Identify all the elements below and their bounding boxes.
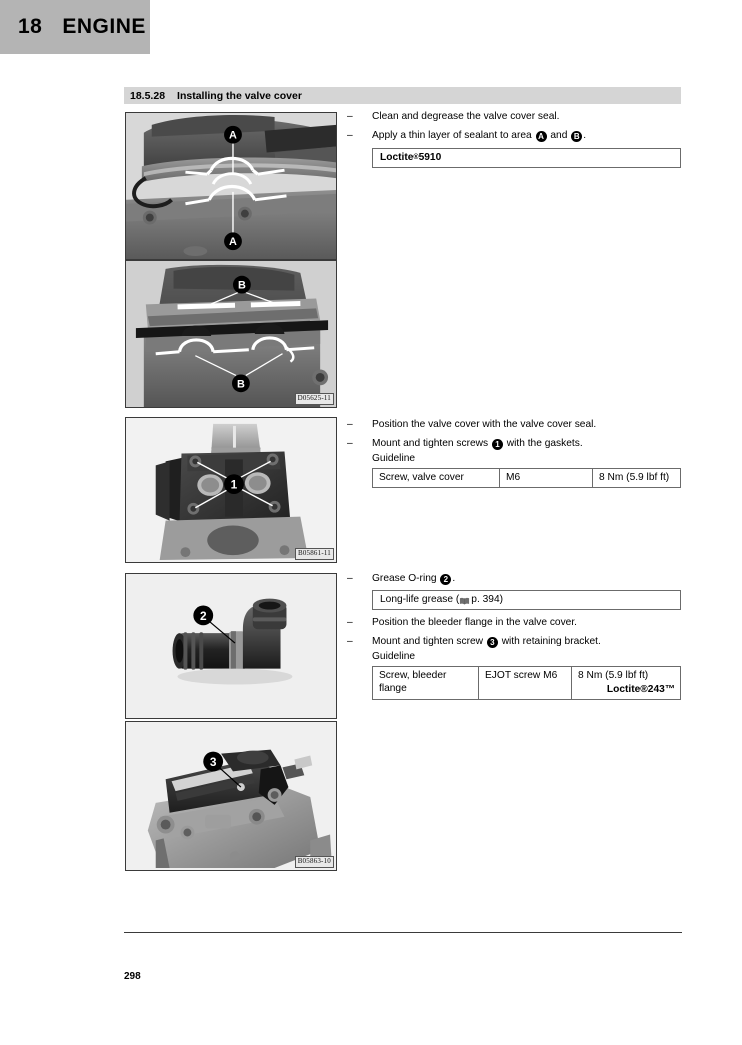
figure-caption: D05625-11 bbox=[295, 393, 334, 405]
svg-text:A: A bbox=[229, 236, 237, 249]
guideline-label: Guideline bbox=[372, 453, 416, 464]
bullet-dash: – bbox=[347, 617, 353, 628]
sealant-spec-box bbox=[372, 148, 681, 168]
table-row bbox=[373, 469, 681, 488]
table-cell-component: Screw, bleeder flange bbox=[373, 667, 479, 700]
chapter-tab bbox=[0, 0, 150, 54]
svg-text:B: B bbox=[236, 378, 245, 391]
bullet-dash: – bbox=[347, 111, 353, 122]
step-group-bleeder-flange bbox=[345, 572, 685, 700]
figure-valve-cover-gasket-B bbox=[125, 260, 337, 408]
marker-3-icon: 3 bbox=[487, 637, 498, 648]
step-position-cover bbox=[345, 418, 685, 432]
bullet-dash: – bbox=[347, 438, 353, 449]
step-text-part2: with the gaskets. bbox=[506, 438, 583, 449]
torque-value: 8 Nm (5.9 lbf ft) bbox=[578, 670, 649, 681]
section-title: Installing the valve cover bbox=[177, 89, 302, 102]
grease-spec-box bbox=[372, 590, 681, 610]
guideline-label: Guideline bbox=[372, 651, 416, 662]
guideline-table-valve-cover-screw bbox=[372, 468, 681, 488]
grease-page-ref: p. 394) bbox=[471, 594, 504, 605]
svg-text:2: 2 bbox=[199, 608, 207, 623]
sealant-product: 5910 bbox=[418, 152, 442, 163]
svg-text:1: 1 bbox=[230, 477, 238, 492]
step-text-part1: Grease O-ring bbox=[372, 573, 437, 584]
figure-caption: B05861-11 bbox=[295, 548, 334, 560]
svg-text:A: A bbox=[229, 129, 237, 142]
step-group-mount-cover bbox=[345, 418, 685, 488]
step-text: Position the bleeder flange in the valve cover. bbox=[372, 617, 578, 628]
bullet-dash: – bbox=[347, 130, 353, 141]
marker-2-icon: 2 bbox=[440, 574, 451, 585]
bullet-dash: – bbox=[347, 573, 353, 584]
table-cell-component: Screw, valve cover bbox=[373, 469, 500, 488]
sealant-brand: Loctite bbox=[380, 152, 414, 163]
step-text: Position the valve cover with the valve cover seal. bbox=[372, 419, 597, 430]
svg-text:B: B bbox=[237, 279, 246, 292]
step-mount-screws bbox=[345, 437, 685, 451]
page-number: 298 bbox=[124, 971, 141, 982]
table-cell-torque bbox=[572, 667, 681, 700]
bullet-dash: – bbox=[347, 419, 353, 430]
table-row bbox=[373, 667, 681, 700]
step-clean-degrease bbox=[345, 110, 685, 124]
chapter-number: 18 bbox=[18, 15, 43, 38]
grease-text: Long-life grease ( bbox=[380, 594, 460, 605]
svg-text:3: 3 bbox=[209, 754, 217, 769]
marker-1-icon: 1 bbox=[492, 439, 503, 450]
figure-valve-cover-seal-A bbox=[125, 112, 337, 260]
chapter-name: ENGINE bbox=[62, 15, 146, 38]
figure-valve-cover-top-view bbox=[125, 417, 337, 563]
figure-bleeder-flange bbox=[125, 573, 337, 719]
step-text-part1: Apply a thin layer of sealant to area bbox=[372, 130, 532, 141]
table-cell-size: EJOT screw M6 bbox=[479, 667, 572, 700]
step-text-part2: with retaining bracket. bbox=[501, 636, 601, 647]
marker-a-icon: A bbox=[536, 131, 547, 142]
book-reference-icon bbox=[459, 596, 470, 604]
step-group-clean-and-seal bbox=[345, 110, 685, 168]
step-mount-bleeder-screw bbox=[345, 635, 685, 649]
step-text-part1: Mount and tighten screws bbox=[372, 438, 489, 449]
step-apply-sealant bbox=[345, 129, 685, 143]
step-position-bleeder-flange bbox=[345, 616, 685, 630]
step-text-part2: and bbox=[550, 130, 568, 141]
figure-engine-bleeder-screw bbox=[125, 721, 337, 871]
step-text-part2: . bbox=[452, 573, 456, 584]
step-text-part3: . bbox=[583, 130, 587, 141]
step-text: Clean and degrease the valve cover seal. bbox=[372, 111, 560, 122]
bullet-dash: – bbox=[347, 636, 353, 647]
guideline-table-bleeder-flange-screw bbox=[372, 666, 681, 700]
loctite-note: Loctite®243™ bbox=[606, 684, 675, 695]
registered-mark: ® bbox=[413, 154, 419, 161]
table-cell-size: M6 bbox=[500, 469, 593, 488]
footer-divider bbox=[124, 932, 682, 933]
section-number: 18.5.28 bbox=[130, 89, 166, 102]
step-grease-oring bbox=[345, 572, 685, 586]
table-cell-torque: 8 Nm (5.9 lbf ft) bbox=[593, 469, 681, 488]
section-heading bbox=[124, 87, 681, 104]
step-text-part1: Mount and tighten screw bbox=[372, 636, 483, 647]
figure-caption: B05863-10 bbox=[295, 856, 334, 868]
marker-b-icon: B bbox=[571, 131, 582, 142]
